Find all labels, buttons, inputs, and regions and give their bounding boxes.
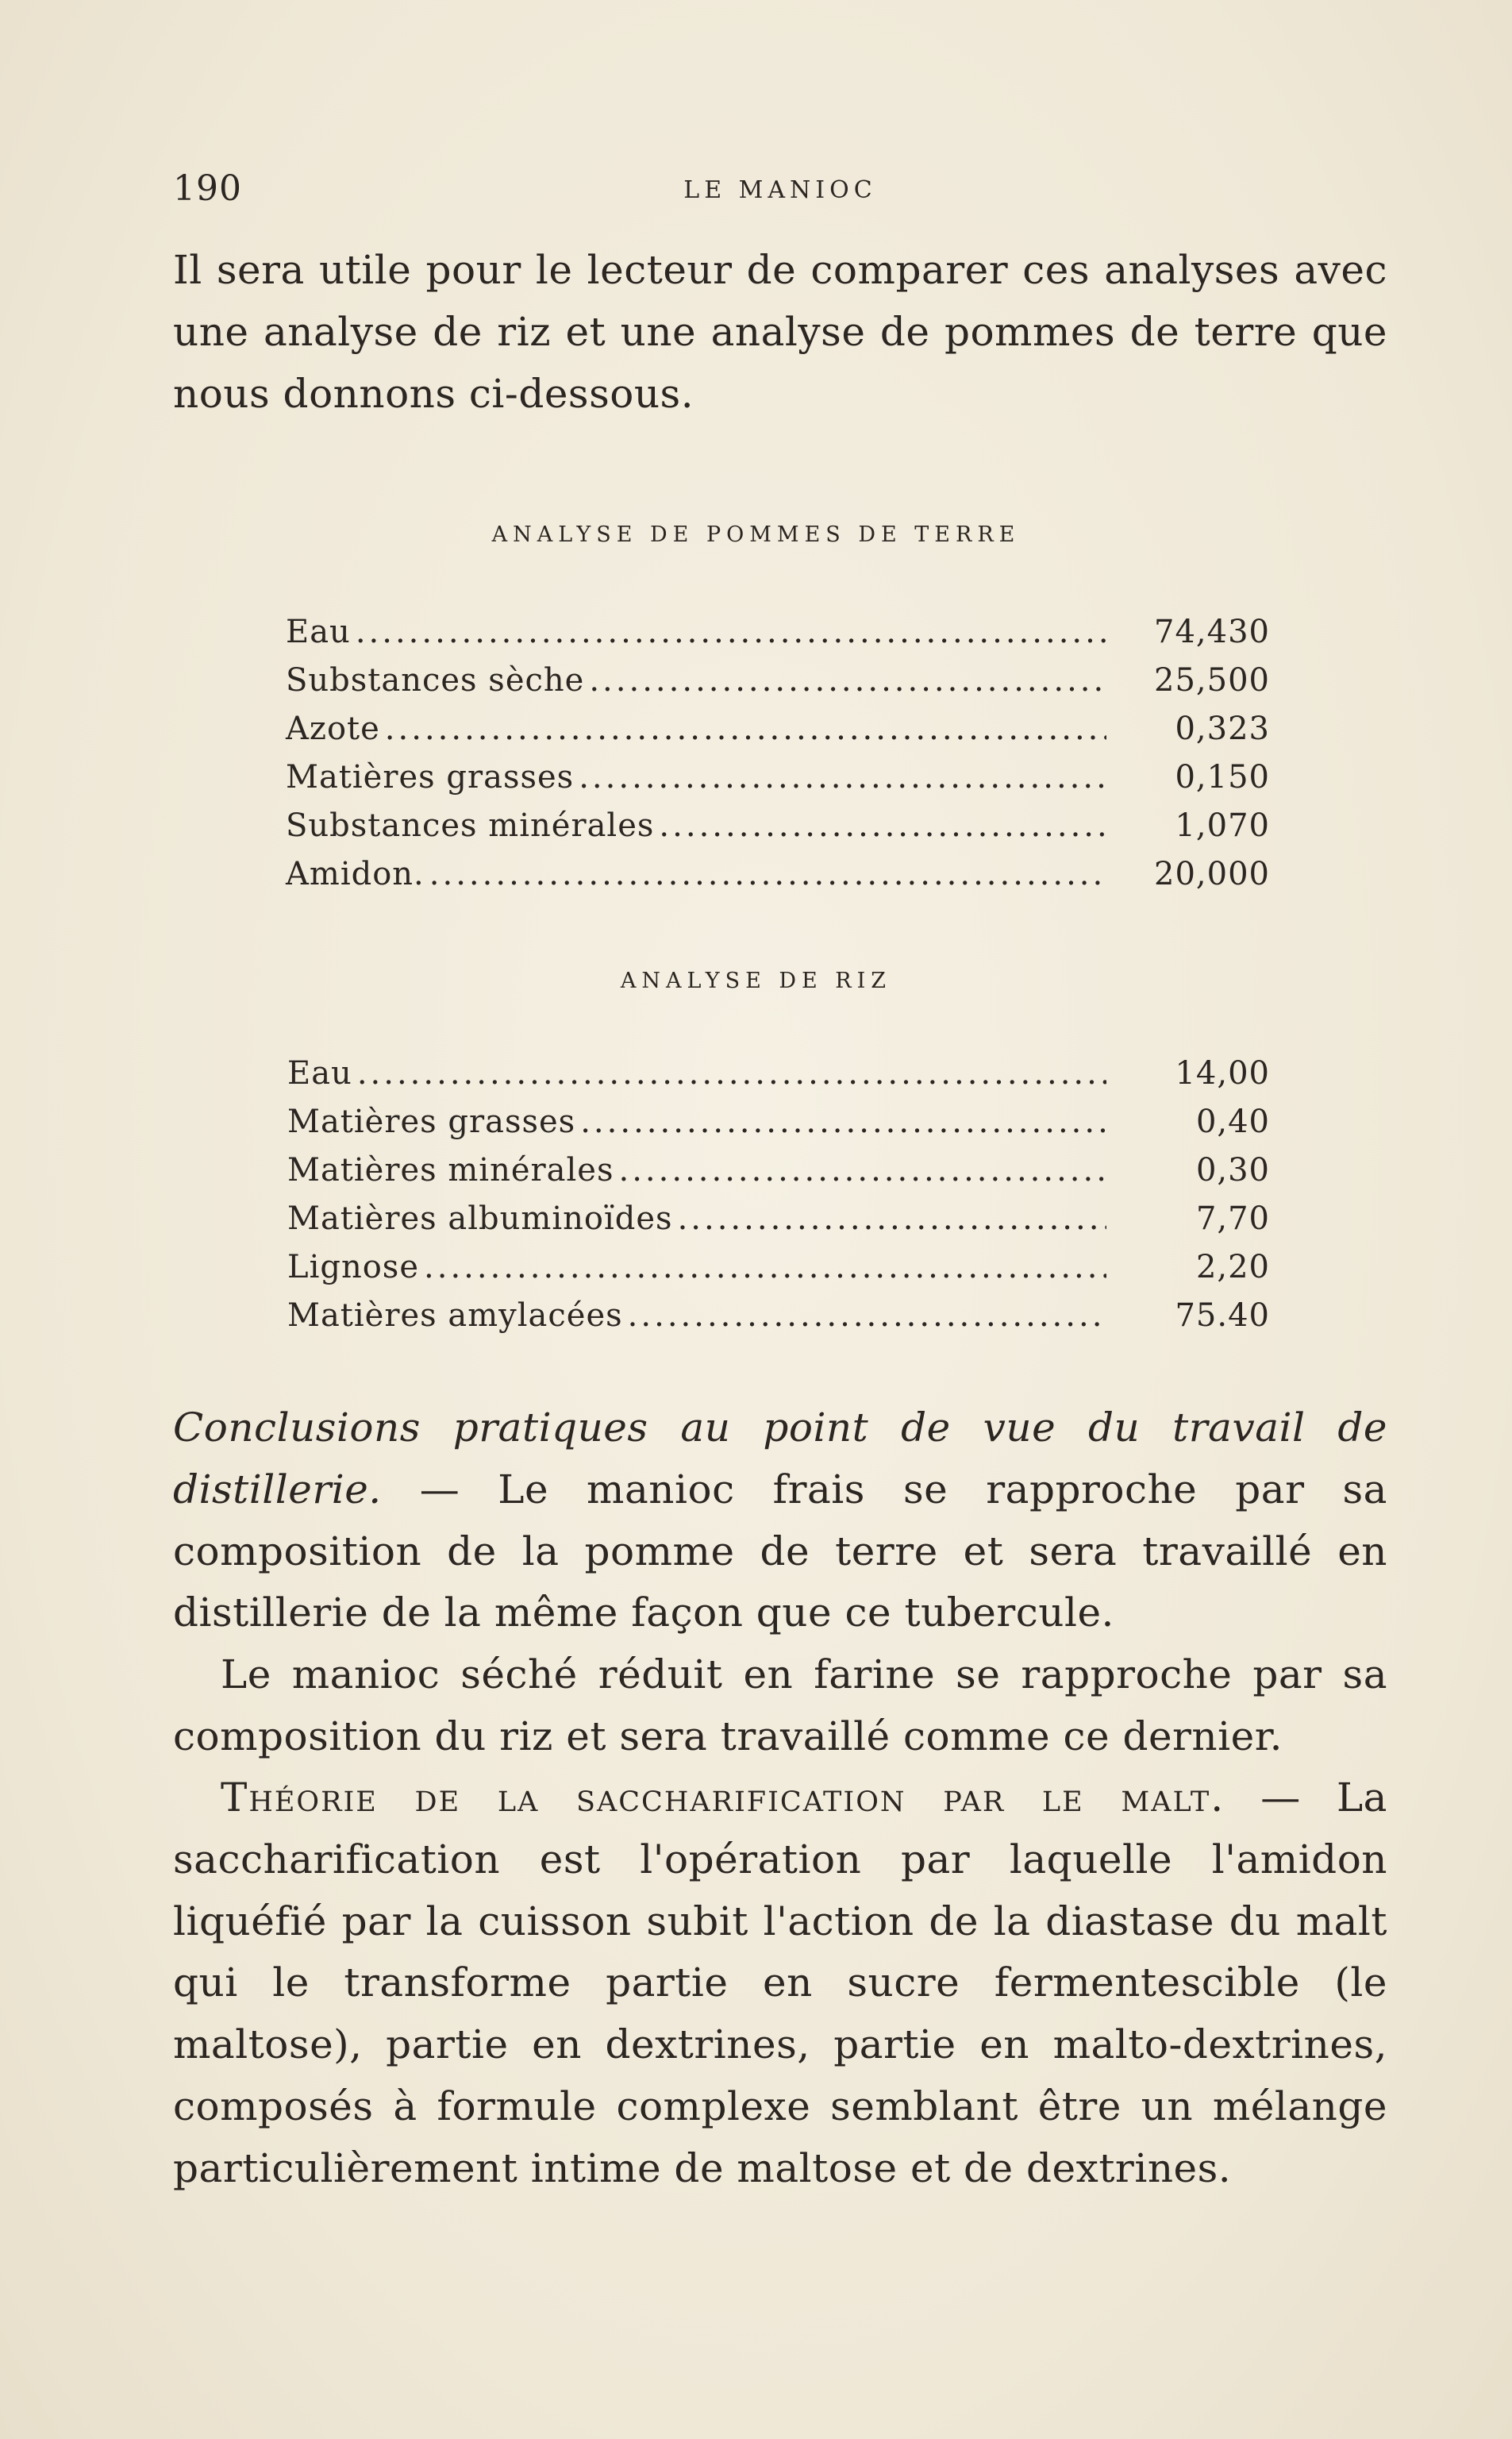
leader-dots <box>659 802 1106 850</box>
row-value: 0,40 <box>1195 1104 1270 1140</box>
table-row <box>286 705 1270 753</box>
row-label: Substances minérales <box>286 807 655 844</box>
table-row <box>287 1146 1270 1195</box>
page-header <box>173 168 1387 216</box>
row-label: Matières albuminoïdes <box>287 1200 673 1237</box>
row-value: 2,20 <box>1195 1249 1270 1285</box>
table-row <box>286 802 1270 850</box>
conclusions-heading: Conclusions pratiques au point de vue du travail de distillerie. <box>173 1404 1387 1512</box>
table-row <box>286 608 1270 657</box>
table-row <box>287 1243 1270 1292</box>
dried-manioc-paragraph: Le manioc séché réduit en farine se rapproche par sa composition du riz et sera travaillé comme ce dernier. <box>173 1651 1387 1759</box>
row-label: Matières amylacées <box>287 1297 623 1334</box>
theory-heading: Théorie de la saccharification par le malt. <box>221 1774 1225 1821</box>
leader-dots <box>580 1098 1106 1146</box>
table-row <box>286 753 1270 802</box>
table-row <box>287 1292 1270 1340</box>
table-row <box>286 850 1270 899</box>
leader-dots <box>385 705 1106 753</box>
conclusions-text: — Le manioc frais se rapproche par sa composition de la pomme de terre et sera travaillé en distillerie de la même façon que ce tubercule. <box>173 1466 1387 1636</box>
potato-analysis-table <box>286 608 1270 899</box>
leader-dots <box>678 1195 1106 1243</box>
potato-analysis-title: ANALYSE DE POMMES DE TERRE <box>491 522 1021 547</box>
leader-dots <box>628 1292 1106 1340</box>
leader-dots <box>424 1243 1106 1292</box>
row-value: 14,00 <box>1175 1055 1270 1092</box>
row-label: Eau <box>287 1055 352 1092</box>
row-label: Eau <box>286 614 351 650</box>
row-value: 0,323 <box>1175 711 1270 747</box>
table-row <box>286 657 1270 705</box>
row-label: Matières minérales <box>287 1152 614 1189</box>
row-value: 0,150 <box>1175 759 1270 796</box>
theory-paragraph <box>173 1767 1387 2200</box>
conclusions-paragraph <box>173 1397 1387 1644</box>
page-number: 190 <box>173 168 242 209</box>
rice-analysis-title: ANALYSE DE RIZ <box>620 969 892 993</box>
leader-dots <box>429 850 1106 899</box>
leader-dots <box>579 753 1106 802</box>
row-label: Matières grasses <box>287 1104 576 1140</box>
running-title: LE MANIOC <box>683 176 877 204</box>
leader-dots <box>619 1146 1107 1195</box>
table-row <box>287 1050 1270 1098</box>
theory-text: — La saccharification est l'opération par laquelle l'amidon liquéfié par la cuisson subit l'action de la diastase du malt qui le transforme partie en sucre fermentescible (le maltose), partie en dextrines, partie en malto-dextrines, composés à formule complexe semblant être un mélange particulièrement intime de maltose et de dextrines. <box>173 1774 1387 2191</box>
row-label: Matières grasses <box>286 759 575 796</box>
row-value: 20,000 <box>1154 856 1270 892</box>
row-value: 7,70 <box>1195 1200 1270 1237</box>
row-value: 25,500 <box>1154 662 1270 699</box>
leader-dots <box>589 657 1106 705</box>
row-label: Lignose <box>287 1249 420 1285</box>
leader-dots <box>357 1050 1106 1098</box>
table-row <box>287 1098 1270 1146</box>
intro-paragraph: Il sera utile pour le lecteur de comparer ces analyses avec une analyse de riz et une analyse de pommes de terre que nous donnons ci-dessous. <box>173 247 1387 417</box>
table-row <box>287 1195 1270 1243</box>
row-value: 0,30 <box>1195 1152 1270 1189</box>
row-value: 74,430 <box>1154 614 1270 650</box>
row-value: 1,070 <box>1175 807 1270 844</box>
rice-analysis-table <box>287 1050 1270 1340</box>
row-value: 75.40 <box>1175 1297 1270 1334</box>
leader-dots <box>356 608 1106 657</box>
row-label: Amidon. <box>286 856 425 892</box>
row-label: Substances sèche <box>286 662 585 699</box>
row-label: Azote <box>286 711 380 747</box>
